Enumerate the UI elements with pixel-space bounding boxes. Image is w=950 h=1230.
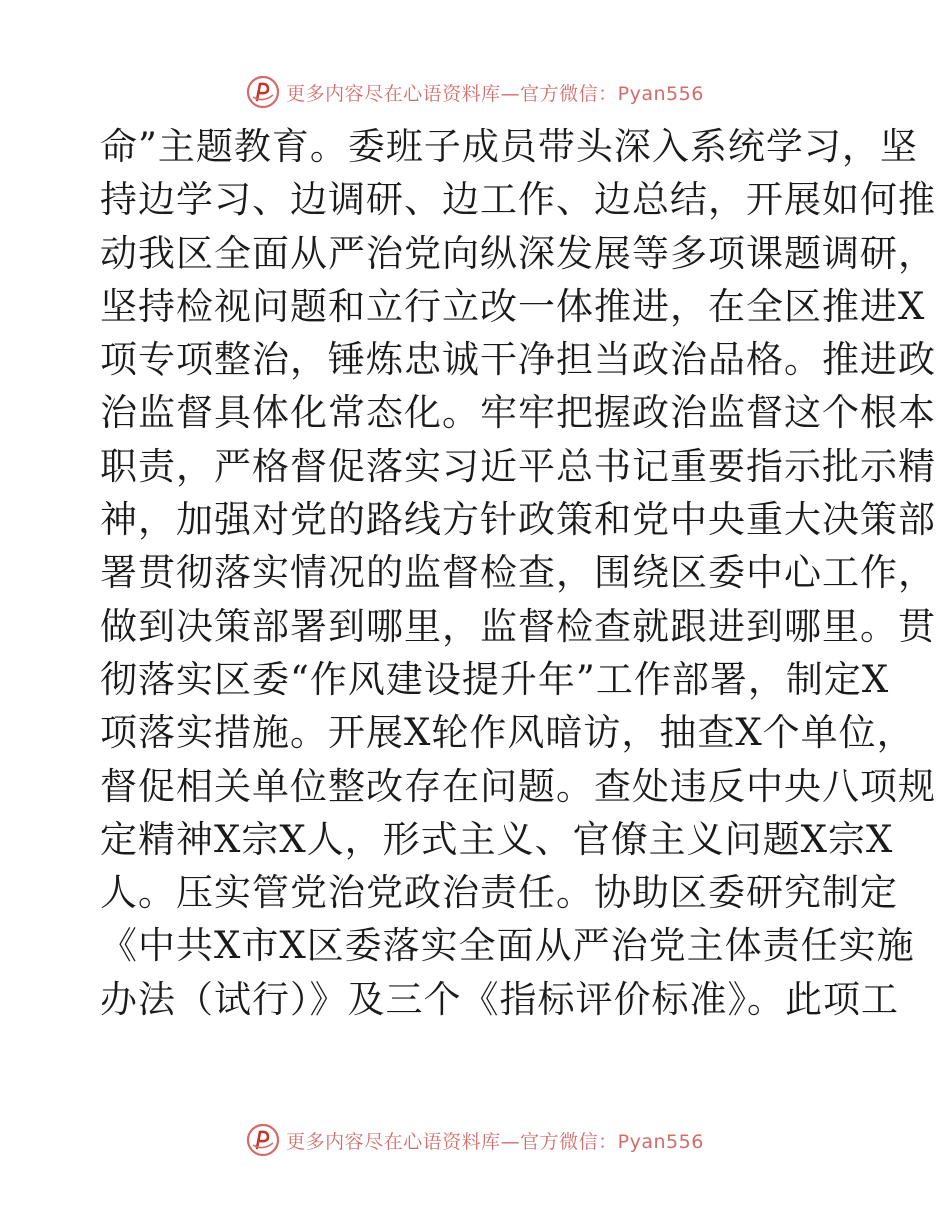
body-line: 做到决策部署到哪里，监督检查就跟进到哪里。贯 (100, 604, 936, 648)
cursive-p-logo-icon (246, 75, 280, 109)
watermark-banner-top (0, 72, 950, 112)
document-body (100, 120, 936, 1026)
body-line: 人。压实管党治党政治责任。协助区委研究制定 (100, 871, 898, 915)
body-line: 神，加强对党的路线方针政策和党中央重大决策部 (100, 498, 936, 542)
body-line: 定精神X宗X人，形式主义、官僚主义问题X宗X (100, 817, 894, 861)
body-line: 命”主题教育。委班子成员带头深入系统学习，坚 (100, 125, 918, 168)
cursive-p-logo-icon (246, 1123, 280, 1157)
body-line: 持边学习、边调研、边工作、边总结，开展如何推 (100, 178, 936, 222)
body-line: 署贯彻落实情况的监督检查，围绕区委中心工作， (100, 551, 936, 595)
body-line: 项专项整治，锤炼忠诚干净担当政治品格。推进政 (100, 338, 936, 382)
body-line: 办法（试行）》及三个《指标评价标准》。此项工 (100, 977, 899, 1021)
body-line: 彻落实区委“作风建设提升年”工作部署，制定X (100, 657, 890, 701)
body-line: 坚持检视问题和立行立改一体推进，在全区推进X (100, 284, 926, 328)
body-line: 项落实措施。开展X轮作风暗访，抽查X个单位， (100, 711, 915, 755)
watermark-text: 更多内容尽在心语资料库—官方微信：Pyan556 (286, 1130, 704, 1153)
watermark-text: 更多内容尽在心语资料库—官方微信：Pyan556 (286, 82, 704, 105)
body-line: 动我区全面从严治党向纵深发展等多项课题调研， (100, 231, 936, 275)
body-line: 职责，严格督促落实习近平总书记重要指示批示精 (100, 444, 936, 488)
body-line: 督促相关单位整改存在问题。查处违反中央八项规 (100, 764, 936, 808)
body-line: 治监督具体化常态化。牢牢把握政治监督这个根本 (100, 391, 936, 435)
body-line: 《中共X市X区委落实全面从严治党主体责任实施 (100, 924, 915, 968)
watermark-banner-bottom (0, 1120, 950, 1160)
